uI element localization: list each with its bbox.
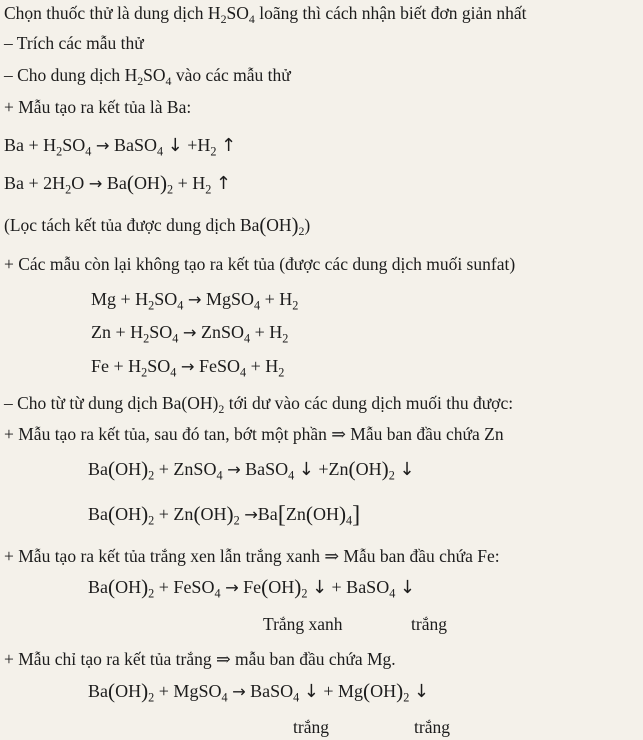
case-ba-intro: + Mẫu tạo ra kết tủa là Ba: — [4, 97, 192, 117]
equation-baoh2-znso4: $Ba(OH)_2$ + ZnSO$_4$ → BaSO$_4$ ↓ $+Zn(OH)_2$ ↓ — [88, 457, 415, 483]
step-add-acid: – Cho dung dịch $H_2SO_4$ vào các mẫu thử — [4, 65, 291, 89]
reagent-choice: Chọn thuốc thử là dung dịch $H_2SO_4$ loãng thì cách nhận biết đơn giản nhất — [4, 3, 527, 27]
equation-ba-h2so4: $Ba + H_2SO_4$ → BaSO$_4$ ↓ $+H_2$ ↑ — [4, 135, 237, 159]
equation-fe-h2so4: $Fe + H_2SO_4$ → FeSO$_4$ + $H_2$ — [91, 356, 285, 380]
equation-zn-h2so4: $Zn + H_2SO_4$ → ZnSO$_4$ + $H_2$ — [91, 322, 289, 346]
equation-ba-h2o: $Ba + 2H_2O \to Ba(OH)_2 + H_2$ ↑ — [4, 171, 232, 197]
mg-precipitate-label-2: trắng — [414, 717, 450, 737]
equation-mg-h2so4: $Mg + H_2SO_4$ → MgSO$_4$ + $H_2$ — [91, 289, 299, 313]
fe-precipitate-label-2: trắng — [411, 614, 447, 634]
case-others-intro: + Các mẫu còn lại không tạo ra kết tủa (được các dung dịch muối sunfat) — [4, 254, 516, 274]
case-mg-intro: + Mẫu chỉ tạo ra kết tủa trắng ⇒ mẫu ban đầu chứa Mg. — [4, 649, 396, 669]
step-add-baoh2: – Cho từ từ dung dịch $Ba(OH)_2$ tới dư vào các dung dịch muối thu được: — [4, 393, 514, 417]
case-fe-intro: + Mẫu tạo ra kết tủa trắng xen lẫn trắng xanh ⇒ Mẫu ban đầu chứa Fe: — [4, 546, 500, 566]
equation-baoh2-mgso4: $Ba(OH)_2$ + MgSO$_4$ → BaSO$_4$ ↓ + $Mg(OH)_2$ ↓ — [88, 679, 429, 705]
equation-baoh2-feso4: $Ba(OH)_2$ + FeSO$_4$ → $Fe(OH)_2$ ↓ + BaSO$_4$ ↓ — [88, 575, 415, 601]
step-sample: – Trích các mẫu thử — [4, 33, 144, 53]
mg-precipitate-label-1: trắng — [293, 717, 329, 737]
case-zn-intro: + Mẫu tạo ra kết tủa, sau đó tan, bớt một phần ⇒ Mẫu ban đầu chứa Zn — [4, 424, 504, 444]
fe-precipitate-label-1: Trắng xanh — [263, 614, 343, 634]
equation-baoh2-znoh2: $Ba(OH)_2 + Zn(OH)_2 \to Ba[Zn(OH)_4]$ — [88, 501, 361, 528]
filter-note: (Lọc tách kết tủa được dung dịch $Ba(OH)_2$) — [4, 215, 311, 239]
